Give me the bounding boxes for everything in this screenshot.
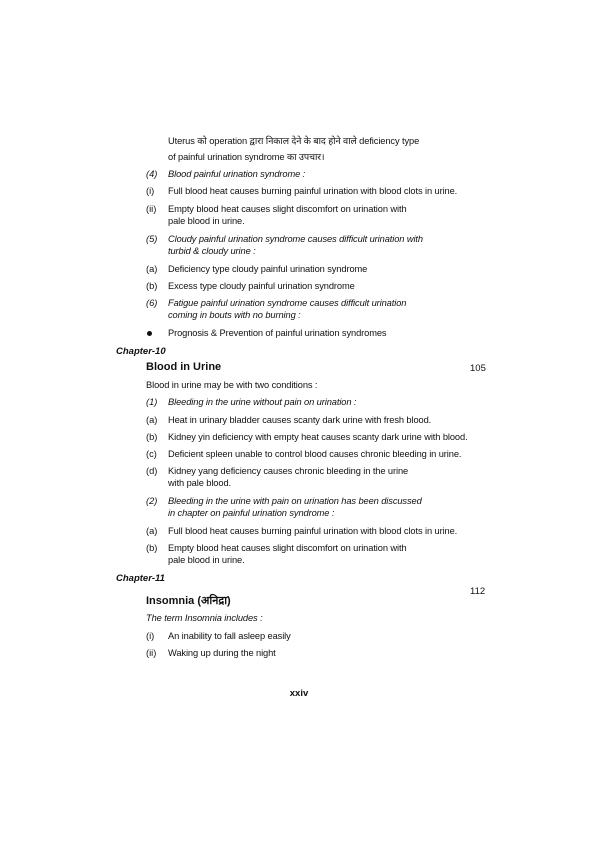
chapter-11-label: Chapter-11 (116, 573, 165, 584)
item-text: with pale blood. (168, 478, 232, 488)
item-number: (a) (146, 415, 158, 425)
item-text: Empty blood heat causes slight discomfort on urination with (168, 204, 407, 214)
chapter-10-page-number: 105 (470, 363, 486, 374)
item-text: An inability to fall asleep easily (168, 631, 291, 641)
item-number: (5) (146, 234, 158, 244)
item-text: Excess type cloudy painful urination syndrome (168, 281, 355, 291)
chapter-11-page-number: 112 (470, 586, 486, 597)
item-text: Full blood heat causes burning painful urination with blood clots in urine. (168, 186, 458, 196)
item-number: (2) (146, 496, 158, 506)
item-number: (b) (146, 281, 158, 291)
item-text: Kidney yin deficiency with empty heat causes scanty dark urine with blood. (168, 432, 468, 442)
chapter-10-intro: Blood in urine may be with two conditions : (146, 380, 318, 390)
chapter-11-title: Insomnia (अनिद्रा) (146, 595, 231, 607)
item-number: (b) (146, 543, 158, 553)
item-number: (4) (146, 169, 158, 179)
item-heading: Fatigue painful urination syndrome causes difficult urination (168, 298, 407, 308)
item-text: Heat in urinary bladder causes scanty dark urine with fresh blood. (168, 415, 432, 425)
item-number: (d) (146, 466, 158, 476)
item-number: (i) (146, 186, 155, 196)
item-number: (1) (146, 397, 158, 407)
item-text: Full blood heat causes burning painful urination with blood clots in urine. (168, 526, 458, 536)
item-number: (a) (146, 264, 158, 274)
item-number: (ii) (146, 204, 157, 214)
intro-line-1: Uterus को operation द्वारा निकाल देने के बाद होने वाले deficiency type (168, 136, 420, 146)
chapter-10-title: Blood in Urine (146, 361, 222, 373)
item-number: (c) (146, 449, 157, 459)
item-heading: turbid & cloudy urine : (168, 246, 256, 256)
item-heading: coming in bouts with no burning : (168, 310, 301, 320)
item-text: Deficiency type cloudy painful urination syndrome (168, 264, 368, 274)
chapter-11-intro: The term Insomnia includes : (146, 613, 263, 623)
item-text: Deficient spleen unable to control blood causes chronic bleeding in urine. (168, 449, 462, 459)
bullet-icon (147, 331, 152, 336)
item-number: (a) (146, 526, 158, 536)
item-heading: Cloudy painful urination syndrome causes difficult urination with (168, 234, 423, 244)
footer-page-number: xxiv (289, 688, 309, 699)
intro-line-2: of painful urination syndrome का उपचार। (168, 152, 325, 162)
item-heading: in chapter on painful urination syndrome : (168, 508, 335, 518)
chapter-10-label: Chapter-10 (116, 346, 166, 357)
item-number: (i) (146, 631, 155, 641)
item-number: (ii) (146, 648, 157, 658)
item-text: pale blood in urine. (168, 216, 245, 226)
item-heading: Blood painful urination syndrome : (168, 169, 306, 179)
item-heading: Bleeding in the urine with pain on urination has been discussed (168, 496, 422, 506)
item-number: (b) (146, 432, 158, 442)
item-text: Empty blood heat causes slight discomfort on urination with (168, 543, 407, 553)
item-text: Kidney yang deficiency causes chronic bleeding in the urine (168, 466, 409, 476)
item-heading: Bleeding in the urine without pain on urination : (168, 397, 357, 407)
item-number: (6) (146, 298, 158, 308)
prognosis-item: Prognosis & Prevention of painful urination syndromes (168, 328, 387, 338)
item-text: Waking up during the night (168, 648, 276, 658)
item-text: pale blood in urine. (168, 555, 245, 565)
